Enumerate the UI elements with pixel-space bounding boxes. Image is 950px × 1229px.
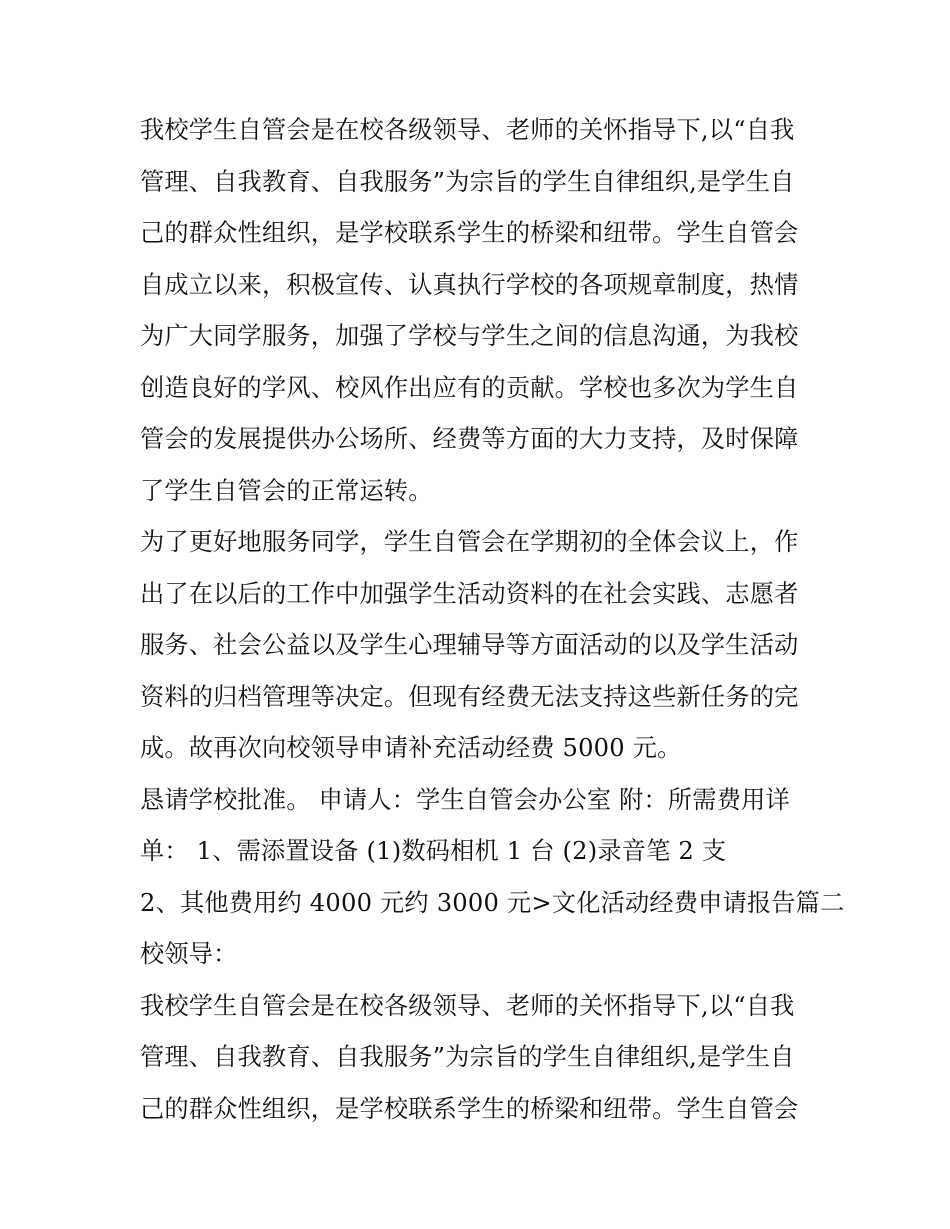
text-line: 出了在以后的工作中加强学生活动资料的在社会实践、志愿者 <box>140 579 799 608</box>
text-line: 为了更好地服务同学，学生自管会在学期初的全体会议上，作 <box>140 528 799 556</box>
text-line: 单： 1、需添置设备 (1)数码相机 1 台 (2)录音笔 2 支 <box>140 837 727 865</box>
text-line: 我校学生自管会是在校各级领导、老师的关怀指导下,以“自我 <box>140 991 795 1020</box>
text-line: 创造良好的学风、校风作出应有的贡献。学校也多次为学生自 <box>140 373 799 402</box>
text-line: 己的群众性组织，是学校联系学生的桥梁和纽带。学生自管会 <box>140 1094 799 1123</box>
text-line: 自成立以来，积极宣传、认真执行学校的各项规章制度，热情 <box>140 270 799 299</box>
text-line: 管理、自我教育、自我服务”为宗旨的学生自律组织,是学生自 <box>140 1043 795 1071</box>
text-line: 管理、自我教育、自我服务”为宗旨的学生自律组织,是学生自 <box>140 167 795 196</box>
text-line: 校领导： <box>140 940 238 968</box>
text-line: 服务、社会公益以及学生心理辅导等方面活动的以及学生活动 <box>140 631 799 659</box>
text-line: 我校学生自管会是在校各级领导、老师的关怀指导下,以“自我 <box>140 116 795 144</box>
document-body <box>140 105 845 1135</box>
text-line: 2、其他费用约 4000 元约 3000 元>文化活动经费申请报告篇二 <box>140 888 845 917</box>
text-line: 己的群众性组织，是学校联系学生的桥梁和纽带。学生自管会 <box>140 219 799 247</box>
text-line: 为广大同学服务，加强了学校与学生之间的信息沟通，为我校 <box>140 322 799 350</box>
text-line: 管会的发展提供办公场所、经费等方面的大力支持，及时保障 <box>140 425 799 453</box>
text-line: 成。故再次向校领导申请补充活动经费 5000 元。 <box>140 734 682 762</box>
text-line: 了学生自管会的正常运转。 <box>140 476 433 505</box>
text-line: 资料的归档管理等决定。但现有经费无法支持这些新任务的完 <box>140 682 799 711</box>
text-line: 恳请学校批准。 申请人：学生自管会办公室 附：所需费用详 <box>140 785 790 814</box>
